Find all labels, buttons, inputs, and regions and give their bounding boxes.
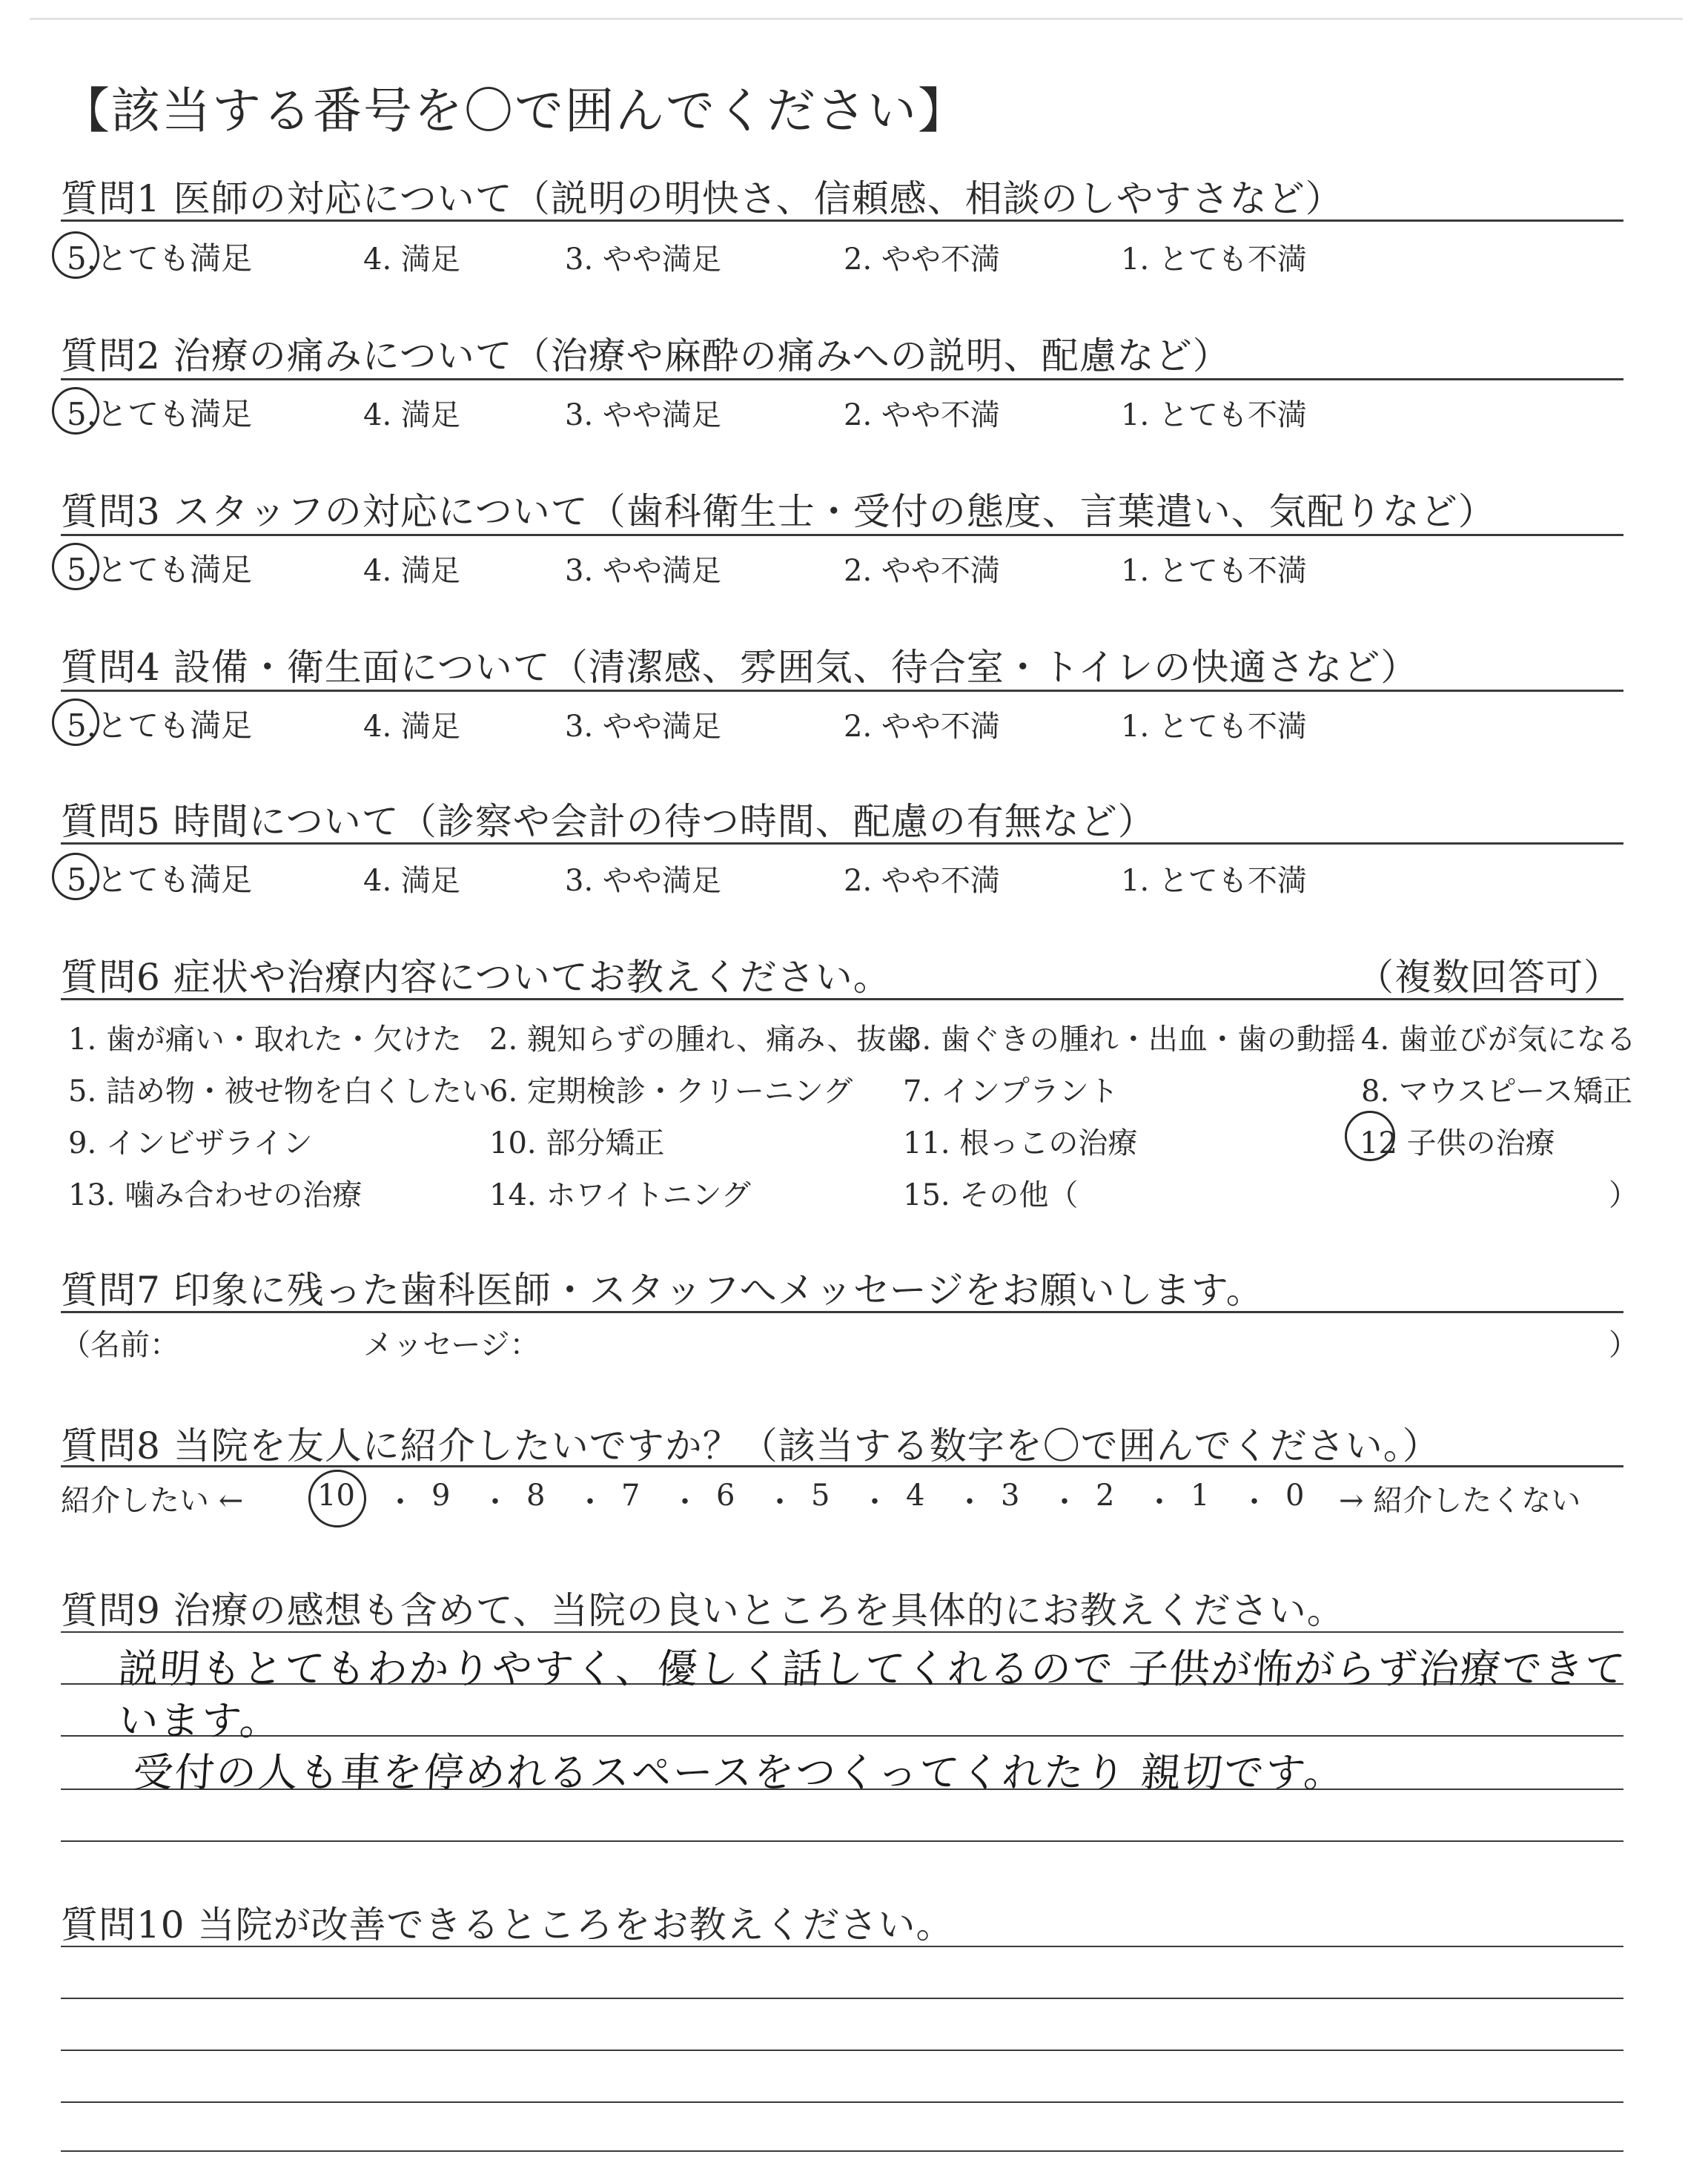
scale-left-label: 紹介したい ← — [61, 1484, 244, 1518]
question-5-label: 質問5 時間について（診察や会計の待つ時間、配慮の有無など） — [61, 800, 1156, 843]
divider — [61, 1465, 1623, 1467]
option-2[interactable]: 2. やや不満 — [844, 242, 1000, 277]
divider — [61, 378, 1623, 380]
symptom-option[interactable]: 6. 定期検診・クリーニング — [489, 1074, 853, 1109]
answer-line — [61, 1840, 1623, 1842]
divider — [61, 534, 1623, 536]
scale-value-8[interactable]: 8 — [526, 1479, 546, 1513]
question-1-label: 質問1 医師の対応について（説明の明快さ、信頼感、相談のしやすさなど） — [61, 177, 1343, 220]
scale-value-0[interactable]: 0 — [1285, 1479, 1305, 1513]
other-close-paren: ） — [1609, 1178, 1638, 1212]
symptom-option[interactable]: 15. その他（ — [903, 1178, 1079, 1212]
scale-dot: ・ — [860, 1485, 890, 1519]
option-3[interactable]: 3. やや満足 — [565, 242, 721, 277]
scale-value-1[interactable]: 1 — [1191, 1479, 1210, 1513]
option-5[interactable]: 5.とても満足 — [67, 862, 253, 898]
answer-line — [61, 1735, 1623, 1737]
option-4[interactable]: 4. 満足 — [363, 864, 460, 898]
option-3[interactable]: 3. やや満足 — [565, 864, 721, 898]
scale-dot: ・ — [955, 1485, 984, 1519]
option-1[interactable]: 1. とても不満 — [1121, 554, 1307, 588]
option-3[interactable]: 3. やや満足 — [565, 710, 721, 744]
message-label: メッセージ： — [363, 1328, 540, 1362]
multiple-answer-note: （複数回答可） — [1357, 956, 1621, 999]
symptom-option[interactable]: 12 子供の治療 — [1360, 1126, 1555, 1160]
option-5[interactable]: 5.とても満足 — [67, 240, 253, 277]
scale-value-9[interactable]: 9 — [431, 1479, 451, 1513]
scale-dot: ・ — [1239, 1485, 1269, 1519]
question-6-label: 質問6 症状や治療内容についてお教えください。 — [61, 956, 891, 999]
divider — [61, 219, 1623, 222]
question-2-label: 質問2 治療の痛みについて（治療や麻酔の痛みへの説明、配慮など） — [61, 334, 1231, 377]
scale-dot: ・ — [670, 1485, 700, 1519]
option-4[interactable]: 4. 満足 — [363, 554, 460, 588]
option-3[interactable]: 3. やや満足 — [565, 398, 721, 432]
symptom-option[interactable]: 13. 噛み合わせの治療 — [68, 1178, 363, 1212]
option-1[interactable]: 1. とても不満 — [1121, 398, 1307, 432]
scale-value-6[interactable]: 6 — [716, 1479, 735, 1513]
scale-dot: ・ — [1145, 1485, 1174, 1519]
divider — [61, 690, 1623, 692]
scale-value-4[interactable]: 4 — [906, 1479, 925, 1513]
option-1[interactable]: 1. とても不満 — [1121, 242, 1307, 277]
name-label: （名前： — [61, 1328, 179, 1362]
handwritten-answer-line-2: います。 — [116, 1697, 283, 1744]
answer-line — [61, 2150, 1623, 2152]
option-4[interactable]: 4. 満足 — [363, 710, 460, 744]
answer-line — [61, 1946, 1623, 1947]
scale-dot: ・ — [765, 1485, 795, 1519]
scale-value-3[interactable]: 3 — [1001, 1479, 1020, 1513]
answer-line — [61, 2050, 1623, 2051]
option-1[interactable]: 1. とても不満 — [1121, 864, 1307, 898]
scale-dot: ・ — [385, 1485, 415, 1519]
option-5[interactable]: 5.とても満足 — [67, 707, 253, 744]
answer-line — [61, 2101, 1623, 2103]
answer-line — [61, 1631, 1623, 1633]
symptom-option[interactable]: 11. 根っこの治療 — [903, 1126, 1138, 1160]
option-3[interactable]: 3. やや満足 — [565, 554, 721, 588]
symptom-option[interactable]: 8. マウスピース矯正 — [1361, 1074, 1633, 1109]
option-5[interactable]: 5.とても満足 — [67, 552, 253, 588]
option-2[interactable]: 2. やや不満 — [844, 554, 1000, 588]
question-7-label: 質問7 印象に残った歯科医師・スタッフへメッセージをお願いします。 — [61, 1269, 1264, 1312]
symptom-option[interactable]: 9. インビザライン — [68, 1126, 313, 1160]
symptom-option[interactable]: 3. 歯ぐきの腫れ・出血・歯の動揺 — [903, 1023, 1356, 1057]
scale-value-10[interactable]: 10 — [317, 1479, 355, 1513]
symptom-option[interactable]: 1. 歯が痛い・取れた・欠けた — [68, 1023, 462, 1057]
scale-value-7[interactable]: 7 — [621, 1479, 640, 1513]
symptom-option[interactable]: 14. ホワイトニング — [489, 1178, 751, 1212]
scale-dot: ・ — [575, 1485, 605, 1519]
option-5[interactable]: 5.とても満足 — [67, 396, 253, 432]
symptom-option[interactable]: 7. インプラント — [903, 1074, 1119, 1109]
scale-value-2[interactable]: 2 — [1096, 1479, 1115, 1513]
symptom-option[interactable]: 5. 詰め物・被せ物を白くしたい — [68, 1074, 491, 1109]
option-2[interactable]: 2. やや不満 — [844, 864, 1000, 898]
question-8-label: 質問8 当院を友人に紹介したいですか？（該当する数字を〇で囲んでください。） — [61, 1424, 1440, 1467]
scale-value-5[interactable]: 5 — [811, 1479, 830, 1513]
handwritten-answer-line-1: 説明もとてもわかりやすく、優しく話してくれるので 子供が怖がらず治療できて — [116, 1645, 1629, 1692]
scan-top-edge — [30, 18, 1683, 20]
scale-right-label: → 紹介したくない — [1339, 1484, 1581, 1518]
divider — [61, 842, 1623, 845]
question-10-label: 質問10 当院が改善できるところをお教えください。 — [61, 1903, 954, 1946]
message-close-paren: ） — [1609, 1328, 1638, 1362]
question-4-label: 質問4 設備・衛生面について（清潔感、雰囲気、待合室・トイレの快適さなど） — [61, 646, 1419, 689]
answer-line — [61, 1998, 1623, 1999]
option-1[interactable]: 1. とても不満 — [1121, 710, 1307, 744]
option-4[interactable]: 4. 満足 — [363, 242, 460, 277]
scale-dot: ・ — [480, 1485, 510, 1519]
symptom-option[interactable]: 4. 歯並びが気になる — [1361, 1023, 1636, 1057]
option-2[interactable]: 2. やや不満 — [844, 710, 1000, 744]
symptom-option[interactable]: 10. 部分矯正 — [489, 1126, 665, 1160]
divider — [61, 1311, 1623, 1313]
handwritten-answer-line-3: 受付の人も車を停めれるスペースをつくってくれたり 親切です。 — [131, 1749, 1347, 1796]
scale-dot: ・ — [1050, 1485, 1079, 1519]
symptom-option[interactable]: 2. 親知らずの腫れ、痛み、抜歯 — [489, 1023, 916, 1057]
question-3-label: 質問3 スタッフの対応について（歯科衛生士・受付の態度、言葉遣い、気配りなど） — [61, 490, 1496, 533]
form-title: 【該当する番号を〇で囲んでください】 — [61, 82, 968, 139]
question-9-label: 質問9 治療の感想も含めて、当院の良いところを具体的にお教えください。 — [61, 1589, 1345, 1632]
option-4[interactable]: 4. 満足 — [363, 398, 460, 432]
option-2[interactable]: 2. やや不満 — [844, 398, 1000, 432]
divider — [61, 998, 1623, 1000]
